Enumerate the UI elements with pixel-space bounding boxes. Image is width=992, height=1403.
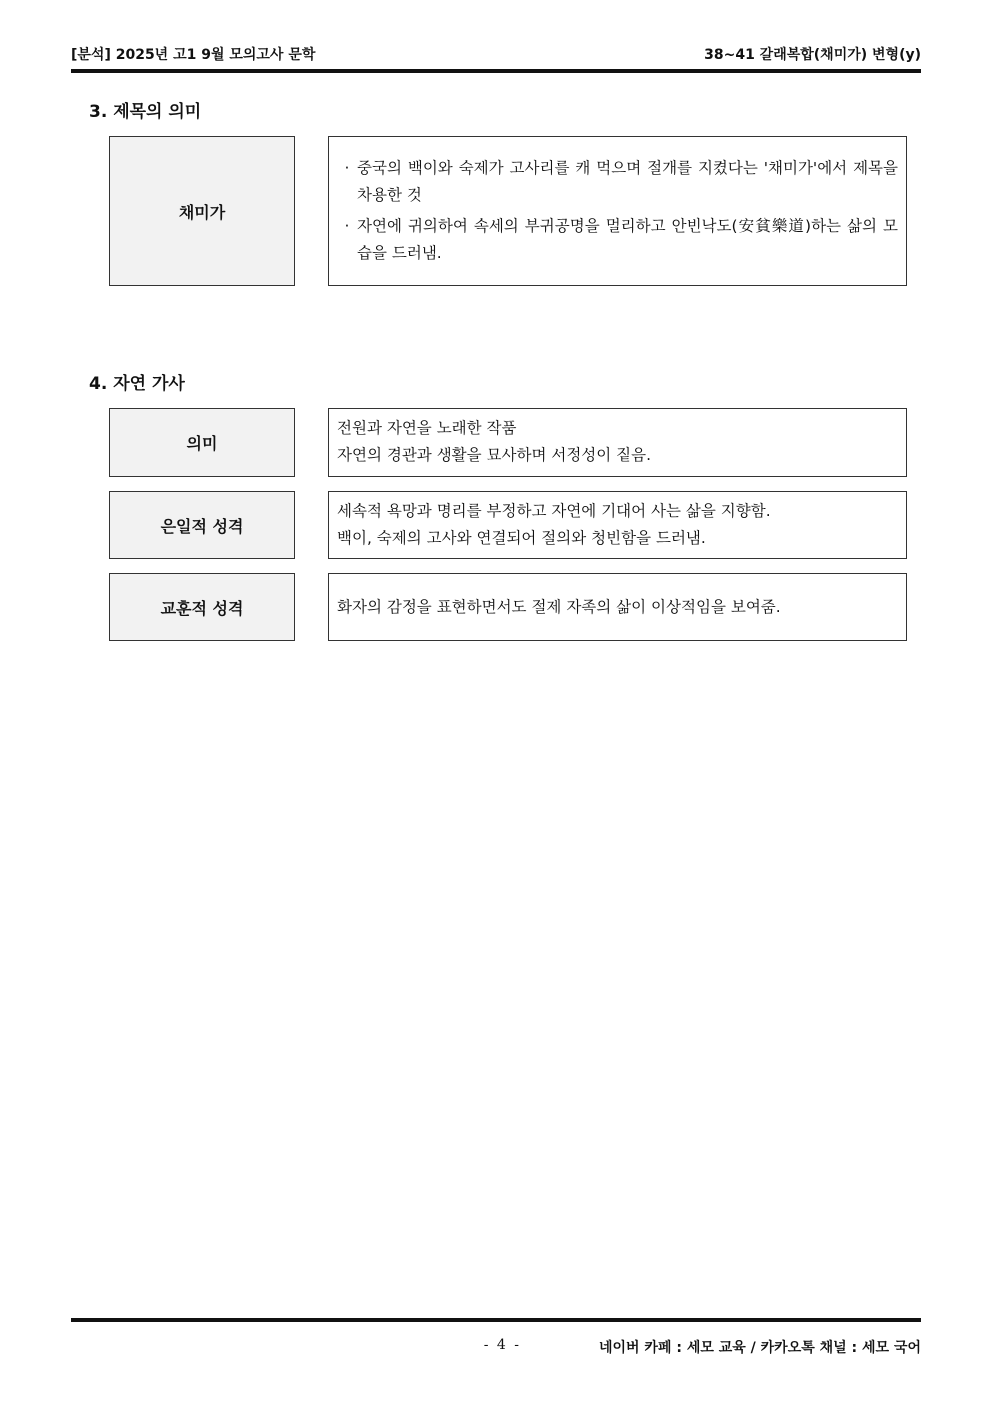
section-4-label-box <box>109 573 295 641</box>
section-3-bullet <box>337 213 898 267</box>
page-number: - 4 - <box>483 1337 521 1353</box>
section-4-label-box <box>109 491 295 559</box>
section-4-row-label: 은일적 성격 <box>160 516 244 536</box>
content-line: 세속적 욕망과 명리를 부정하고 자연에 기대어 사는 삶을 지향함. <box>337 502 771 520</box>
page-header <box>71 42 921 66</box>
section-4-content-box <box>328 408 907 477</box>
section-4-row-label: 교훈적 성격 <box>160 598 244 618</box>
section-4-title: 4. 자연 가사 <box>89 374 185 394</box>
bullet-mark: · <box>344 217 350 235</box>
section-3-title: 3. 제목의 의미 <box>89 102 202 122</box>
section-4-row-label: 의미 <box>186 434 218 453</box>
footer-channel-info: 네이버 카페 : 세모 교육 / 카카오톡 채널 : 세모 국어 <box>598 1340 921 1356</box>
content-line: 전원과 자연을 노래한 작품 <box>337 419 517 437</box>
content-line: 백이, 숙제의 고사와 연결되어 절의와 청빈함을 드러냄. <box>337 529 706 547</box>
section-3-label: 채미가 <box>178 202 226 222</box>
content-line: 자연의 경관과 생활을 묘사하며 서정성이 짙음. <box>337 446 652 464</box>
section-3-label-box <box>109 136 295 286</box>
header-rule <box>71 69 921 73</box>
content-line: 화자의 감정을 표현하면서도 절제 자족의 삶이 이상적임을 보여줌. <box>337 597 781 616</box>
section-3-bullet <box>337 155 898 209</box>
header-title-left: [분석] 2025년 고1 9월 모의고사 문학 <box>71 47 316 63</box>
section-3-content-box <box>328 136 907 286</box>
section-4-content-box <box>328 491 907 559</box>
footer-rule <box>71 1318 921 1322</box>
bullet-text: 중국의 백이와 숙제가 고사리를 캐 먹으며 절개를 지켰다는 '채미가'에서 제목을 차용한 것 <box>357 159 898 204</box>
page-footer <box>71 1337 921 1359</box>
header-title-right: 38~41 갈래복합(채미가) 변형(y) <box>704 47 921 63</box>
bullet-text: 자연에 귀의하여 속세의 부귀공명을 멀리하고 안빈낙도(安貧樂道)하는 삶의 모습을 드러냄. <box>357 217 898 262</box>
section-4-content-box <box>328 573 907 641</box>
section-4-label-box <box>109 408 295 477</box>
bullet-mark: · <box>344 159 350 177</box>
